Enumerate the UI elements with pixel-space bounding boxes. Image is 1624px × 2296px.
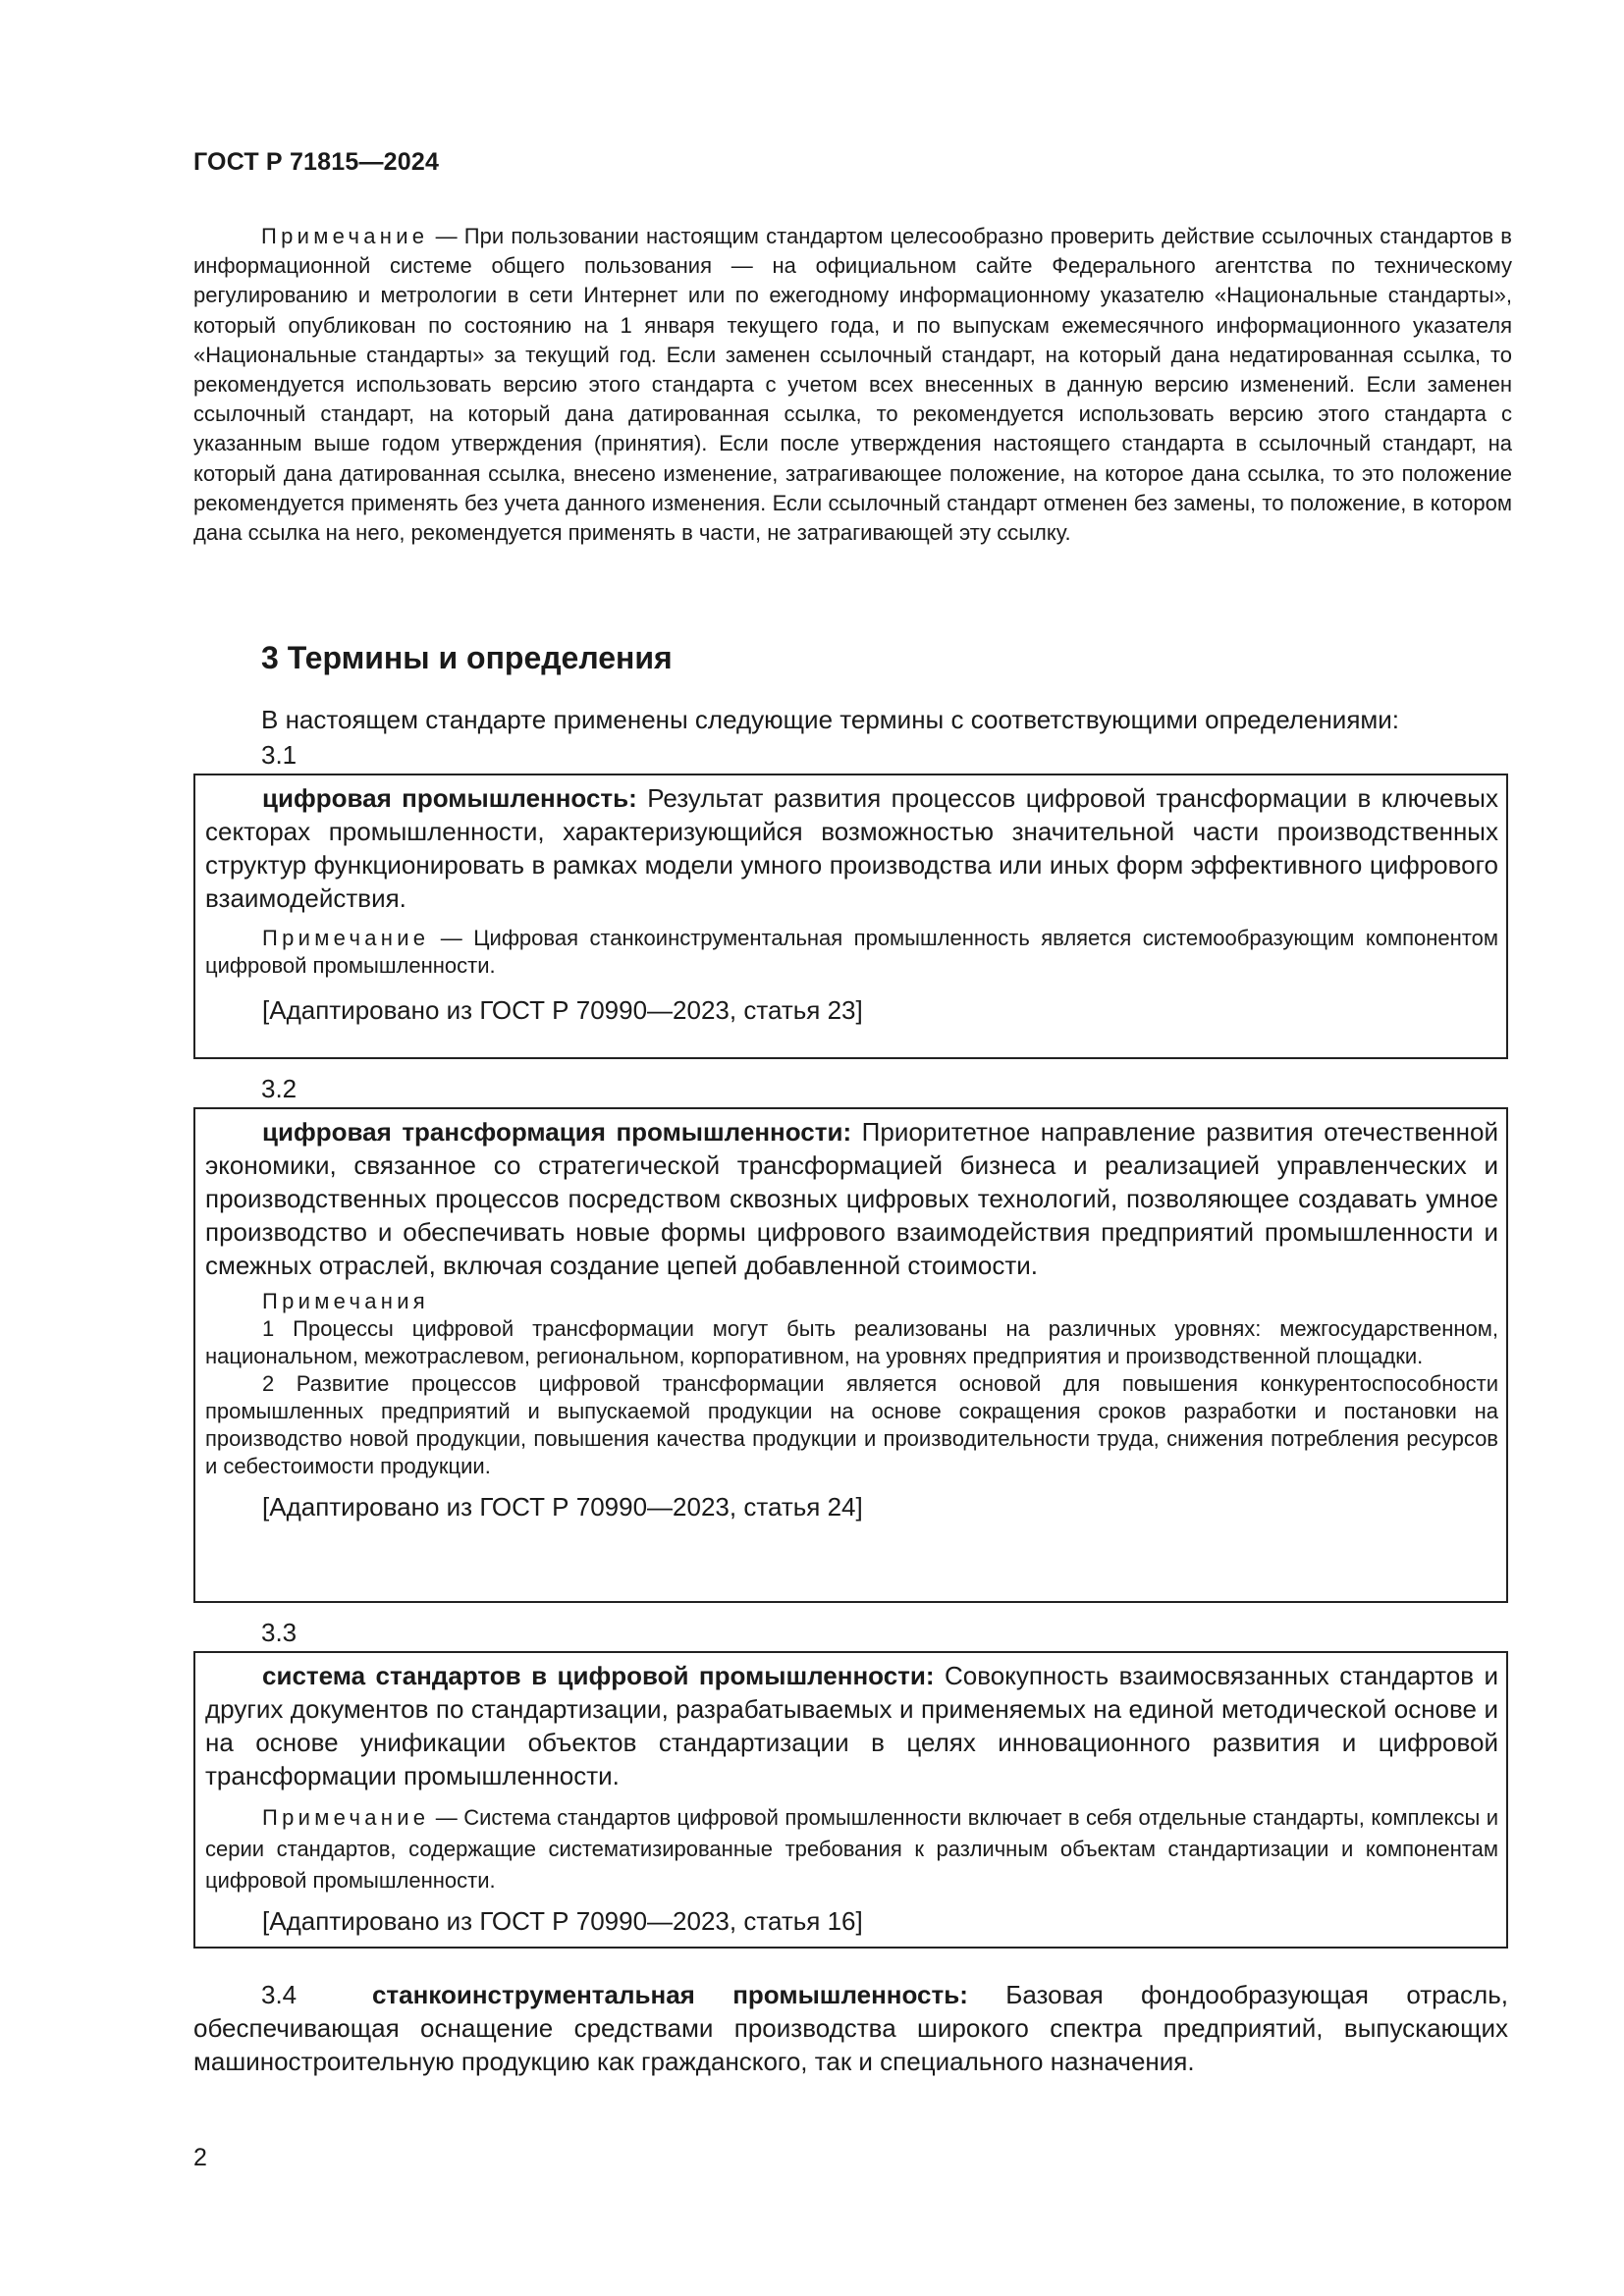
page-number: 2 [193, 2144, 207, 2171]
term-definition: Базовая фондообразующая отрасль, обеспечивающая оснащение средствами производства широкого спектра предприятий, выпускающих машиностроительную продукцию как гражданского, так и специального назначения. [193, 1980, 1508, 2076]
document-code-header: ГОСТ Р 71815—2024 [193, 148, 440, 176]
term-source: [Адаптировано из ГОСТ Р 70990—2023, статья 16] [262, 1906, 863, 1936]
term-name: цифровая трансформация промышленности: [262, 1117, 852, 1147]
term-note-item: 2 Развитие процессов цифровой трансформации является основой для повышения конкурентоспособности промышленных предприятий и выпускаемой продукции на основе сокращения сроков разработки и постановки на производство новой продукции, повышения качества продукции и производительности труда, снижения потребления ресурсов и себестоимости продукции. [205, 1371, 1498, 1478]
term-box-3-1 [193, 774, 1508, 1059]
section-intro: В настоящем стандарте применены следующие термины с соответствующими определениями: [261, 705, 1400, 734]
term-source: [Адаптировано из ГОСТ Р 70990—2023, статья 24] [262, 1492, 863, 1522]
note-label: Примечание [261, 224, 429, 248]
term-number: 3.4 [261, 1980, 298, 2009]
term-number: 3.2 [261, 1074, 298, 1103]
term-name: система стандартов в цифровой промышленности: [262, 1661, 935, 1690]
term-box-3-2 [193, 1107, 1508, 1603]
term-name: цифровая промышленность: [262, 783, 637, 813]
term-definition: цифровая промышленность: Результат развития процессов цифровой трансформации в ключевых секторах промышленности, характеризующийся возможностью значительной части производственных структур функционировать в рамках модели умного производства или иных форм эффективного цифрового взаимодействия. [205, 783, 1498, 913]
term-note: Примечание — Система стандартов цифровой промышленности включает в себя отдельные стандарты, комплексы и серии стандартов, содержащие систематизированные требования к различным объектам стандартизации и компонентам цифровой промышленности. [205, 1805, 1498, 1893]
term-definition: система стандартов в цифровой промышленности: Совокупность взаимосвязанных стандартов и других документов по стандартизации, разрабатываемых и применяемых на единой методической основе и на основе унификации объектов стандартизации в целях инновационного развития и цифровой трансформации промышленности. [205, 1661, 1498, 1790]
section-title: 3 Термины и определения [261, 640, 673, 675]
term-box-3-3 [193, 1651, 1508, 1949]
term-number: 3.1 [261, 740, 298, 770]
term-name: станкоинструментальная промышленность: [371, 1980, 968, 2009]
note-text: — При пользовании настоящим стандартом целесообразно проверить действие ссылочных стандартов в информационной системе общего пользования — на официальном сайте Федерального агентства по техническому регулированию и метрологии в сети Интернет или по ежегодному информационному указателю «Национальные стандарты», который опубликован по состоянию на 1 января текущего года, и по выпускам ежемесячного информационного указателя «Национальные стандарты» за текущий год. Если заменен ссылочный стандарт, на который дана недатированная ссылка, то рекомендуется использовать версию этого стандарта с учетом всех внесенных в данную версию изменений. Если заменен ссылочный стандарт, на который дана датированная ссылка, то рекомендуется использовать версию этого стандарта с указанным выше годом утверждения (принятия). Если после утверждения настоящего стандарта в ссылочный стандарт, на который дана датированная ссылка, внесено изменение, затрагивающее положение, на которое дана ссылка, то это положение рекомендуется применять без учета данного изменения. Если ссылочный стандарт отменен без замены, то положение, в котором дана ссылка на него, рекомендуется применять в части, не затрагивающей эту ссылку. [193, 224, 1512, 546]
term-source: [Адаптировано из ГОСТ Р 70990—2023, статья 23] [262, 995, 863, 1025]
reference-note [193, 222, 1512, 548]
term-3-4 [193, 1978, 1508, 2078]
term-note: Примечание — Цифровая станкоинструментальная промышленность является системообразующим компонентом цифровой промышленности. [205, 926, 1498, 978]
term-note-item: 1 Процессы цифровой трансформации могут быть реализованы на различных уровнях: межгосударственном, национальном, межотраслевом, региональном, корпоративном, на уровнях предприятия и производственной площадки. [205, 1316, 1498, 1368]
term-definition: цифровая трансформация промышленности: Приоритетное направление развития отечественной экономики, связанное со стратегической трансформацией бизнеса и реализацией управленческих и производственных процессов посредством сквозных цифровых технологий, позволяющее создавать умное производство и обеспечивать новые формы цифрового взаимодействия предприятий промышленности и смежных отраслей, включая создание цепей добавленной стоимости. [205, 1117, 1499, 1280]
term-notes-label: Примечания [262, 1289, 430, 1313]
term-number: 3.3 [261, 1618, 298, 1647]
